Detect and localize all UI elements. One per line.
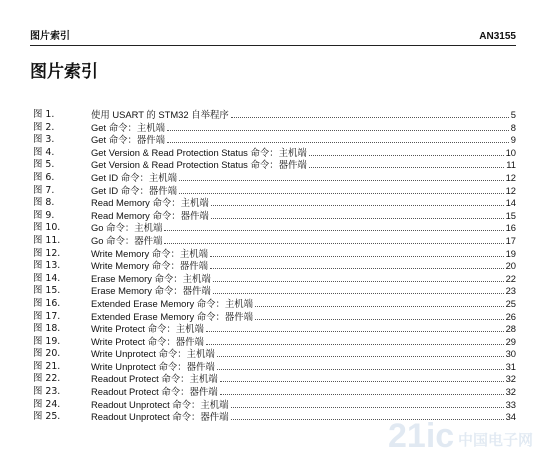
figure-entry [91,348,516,361]
figure-index-row[interactable] [30,159,516,172]
figure-index-row[interactable] [30,336,516,349]
dot-leader [255,311,504,320]
figure-page-number[interactable]: 29 [505,335,516,347]
figure-entry [91,147,516,160]
figure-entry [91,235,516,248]
figure-entry [91,159,516,172]
figure-title[interactable]: Go 命令：主机端 [91,222,163,234]
dot-leader [220,386,504,395]
figure-index-row[interactable] [30,248,516,261]
figure-title[interactable]: Get 命令：器件端 [91,134,165,146]
header-rule [30,45,516,46]
dot-leader [220,373,504,382]
figure-title[interactable]: Get ID 命令：主机端 [91,171,177,183]
dot-leader [179,172,504,181]
figure-page-number[interactable]: 5 [510,109,516,120]
dot-leader [211,210,504,219]
figure-number: 图 12. [33,247,61,259]
figure-page-number[interactable]: 25 [505,297,516,309]
figure-entry [91,260,516,273]
figure-index-row[interactable] [30,185,516,198]
figure-number: 图 25. [33,411,61,423]
dot-leader [255,298,504,307]
figure-title[interactable]: Write Protect 命令：主机端 [91,323,204,335]
figure-page-number[interactable]: 8 [510,121,516,133]
dot-leader [179,185,504,194]
figure-page-number[interactable]: 22 [505,272,516,284]
figure-index-row[interactable] [30,147,516,160]
figure-entry [91,399,516,412]
figure-number: 图 9. [33,209,55,221]
figure-index-row[interactable] [30,134,516,147]
figure-title[interactable]: Erase Memory 命令：器件端 [91,285,211,297]
figure-page-number[interactable]: 30 [505,348,516,360]
figure-title[interactable]: Read Memory 命令：器件端 [91,209,209,221]
figure-number: 图 24. [33,398,61,410]
figure-entry [91,134,516,147]
figure-entry [91,109,516,122]
dot-leader [167,134,509,143]
header-doc-id: AN3155 [479,31,516,42]
figure-title[interactable]: Read Memory 命令：主机端 [91,197,209,209]
figure-title[interactable]: Write Unprotect 命令：主机端 [91,348,215,360]
figure-number: 图 11. [33,234,61,246]
figure-index-row[interactable] [30,311,516,324]
figure-entry [91,273,516,286]
figure-page-number[interactable]: 14 [505,197,516,209]
figure-number: 图 10. [33,222,61,234]
figure-title[interactable]: Extended Erase Memory 命令：器件端 [91,310,254,322]
dot-leader [210,248,504,257]
header-section: 图片索引 [30,31,70,42]
dot-leader [231,109,509,118]
figure-page-number[interactable]: 34 [505,411,516,423]
figure-index-row[interactable] [30,323,516,336]
figure-page-number[interactable]: 15 [505,209,516,221]
figure-page-number[interactable]: 20 [505,260,516,272]
figure-page-number[interactable]: 19 [505,247,516,259]
figure-entry [91,197,516,210]
figure-title[interactable]: Readout Unprotect 命令：主机端 [91,398,229,410]
figure-number: 图 1. [33,109,55,120]
figure-entry [91,285,516,298]
figure-number: 图 14. [33,272,61,284]
dot-leader [164,222,503,231]
figure-index-list [30,109,516,424]
figure-index-row[interactable] [30,122,516,135]
figure-number: 图 22. [33,373,61,385]
figure-index-row[interactable] [30,285,516,298]
figure-page-number[interactable]: 32 [505,373,516,385]
figure-page-number[interactable]: 10 [505,146,516,158]
figure-title[interactable]: Get 命令：主机端 [91,121,165,133]
figure-title[interactable]: Readout Protect 命令：器件端 [91,386,218,398]
figure-title[interactable]: Get Version & Read Protection Status 命令：器件端 [91,159,307,171]
dot-leader [217,361,504,370]
figure-number: 图 13. [33,260,61,272]
dot-leader [213,273,504,282]
figure-index-row[interactable] [30,373,516,386]
figure-index-row[interactable] [30,197,516,210]
figure-title[interactable]: Write Unprotect 命令：器件端 [91,360,215,372]
dot-leader [164,235,503,244]
figure-page-number[interactable]: 28 [505,323,516,335]
figure-page-number[interactable]: 16 [505,222,516,234]
figure-index-row[interactable] [30,273,516,286]
figure-index-row[interactable] [30,361,516,374]
figure-title[interactable]: Go 命令：器件端 [91,234,163,246]
dot-leader [206,323,504,332]
figure-number: 图 3. [33,134,55,146]
figure-title[interactable]: Write Memory 命令：主机端 [91,247,209,259]
dot-leader [231,399,504,408]
watermark-text: 21ic [388,417,455,455]
figure-title[interactable]: 使用 USART 的 STM32 自举程序 [91,109,229,120]
figure-number: 图 6. [33,171,55,183]
figure-page-number[interactable]: 31 [505,360,516,372]
figure-number: 图 19. [33,335,61,347]
figure-title[interactable]: Write Protect 命令：器件端 [91,335,204,347]
figure-entry [91,323,516,336]
figure-page-number[interactable]: 23 [505,285,516,297]
figure-page-number[interactable]: 26 [505,310,516,322]
figure-entry [91,248,516,261]
figure-number: 图 23. [33,386,61,398]
figure-number: 图 8. [33,197,55,209]
figure-number: 图 5. [33,159,55,171]
dot-leader [213,285,504,294]
figure-title[interactable]: Get Version & Read Protection Status 命令：主机端 [91,146,307,158]
figure-number: 图 16. [33,297,61,309]
figure-index-row[interactable] [30,260,516,273]
figure-page-number[interactable]: 11 [506,159,516,171]
figure-index-row[interactable] [30,386,516,399]
figure-index-row[interactable] [30,235,516,248]
figure-index-row[interactable] [30,172,516,185]
figure-entry [91,185,516,198]
figure-index-row[interactable] [30,222,516,235]
figure-entry [91,361,516,374]
watermark-logo [386,411,536,461]
figure-title[interactable]: Get ID 命令：器件端 [91,184,177,196]
figure-title[interactable]: Readout Protect 命令：主机端 [91,373,218,385]
figure-page-number[interactable]: 12 [505,184,516,196]
dot-leader [211,197,504,206]
figure-entry [91,210,516,223]
figure-title[interactable]: Readout Unprotect 命令：器件端 [91,411,229,423]
figure-entry [91,311,516,324]
page-title: 图片索引 [30,62,98,82]
figure-number: 图 2. [33,121,55,133]
figure-number: 图 18. [33,323,61,335]
figure-page-number[interactable]: 12 [505,171,516,183]
figure-number: 图 20. [33,348,61,360]
figure-index-row[interactable] [30,399,516,412]
figure-number: 图 7. [33,184,55,196]
dot-leader [217,348,504,357]
figure-title[interactable]: Extended Erase Memory 命令：主机端 [91,297,254,309]
figure-number: 图 15. [33,285,61,297]
figure-entry [91,172,516,185]
figure-index-row[interactable] [30,210,516,223]
dot-leader [167,122,509,131]
figure-entry [91,373,516,386]
figure-index-row[interactable] [30,348,516,361]
figure-entry [91,336,516,349]
figure-entry [91,298,516,311]
figure-page-number[interactable]: 32 [505,386,516,398]
figure-page-number[interactable]: 17 [505,234,516,246]
figure-index-row[interactable] [30,109,516,122]
figure-page-number[interactable]: 9 [510,134,516,146]
figure-title[interactable]: Write Memory 命令：器件端 [91,260,209,272]
figure-title[interactable]: Erase Memory 命令：主机端 [91,272,211,284]
dot-leader [206,336,504,345]
figure-number: 图 17. [33,310,61,322]
watermark-subtext: 中国电子网 [458,431,534,449]
dot-leader [210,260,504,269]
figure-number: 图 4. [33,146,55,158]
page-header [30,30,516,44]
figure-entry [91,222,516,235]
figure-number: 图 21. [33,360,61,372]
figure-entry [91,122,516,135]
dot-leader [309,147,504,156]
dot-leader [309,159,505,168]
figure-entry [91,386,516,399]
figure-page-number[interactable]: 33 [505,398,516,410]
figure-index-row[interactable] [30,298,516,311]
